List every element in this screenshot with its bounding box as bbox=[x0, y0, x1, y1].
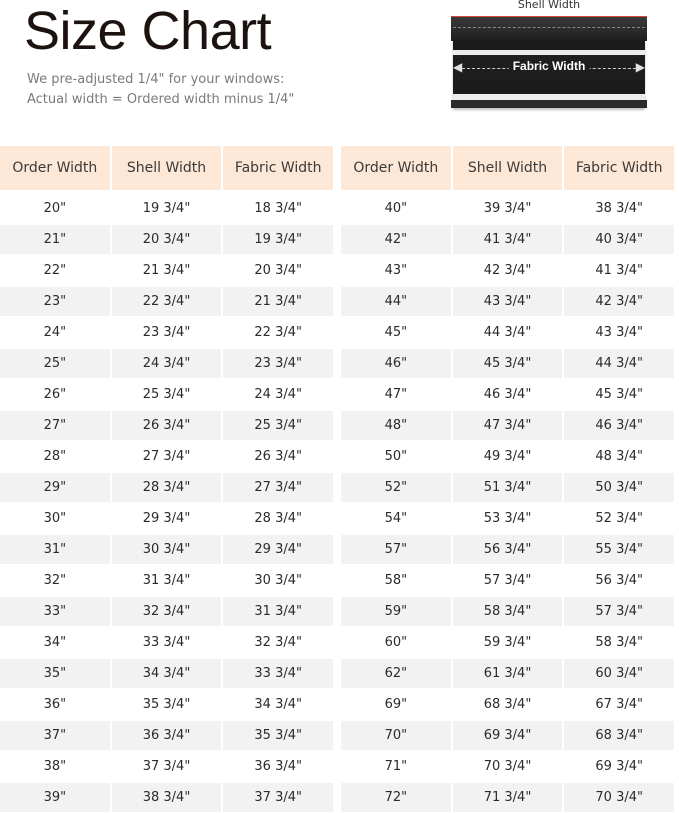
shell-width-cell: 24 3/4" bbox=[110, 349, 222, 378]
order-width-cell: 72" bbox=[341, 783, 451, 812]
table-row bbox=[341, 411, 674, 440]
order-width-cell: 60" bbox=[384, 635, 408, 650]
shell-width-cell: 30 3/4" bbox=[110, 535, 222, 564]
order-width-cell: 44" bbox=[341, 287, 451, 316]
fabric-width-cell: 22 3/4" bbox=[221, 318, 333, 347]
order-width-cell: 40" bbox=[384, 201, 408, 216]
shell-width-cell: 71 3/4" bbox=[451, 783, 563, 812]
shell-width-cell: 36 3/4" bbox=[110, 721, 222, 750]
fabric-width-cell: 69 3/4" bbox=[562, 752, 674, 781]
order-width-cell: 38" bbox=[43, 759, 67, 774]
shell-width-cell: 61 3/4" bbox=[451, 659, 563, 688]
fabric-width-cell: 55 3/4" bbox=[562, 535, 674, 564]
table-row bbox=[341, 659, 674, 688]
order-width-cell: 30" bbox=[43, 511, 67, 526]
order-width-cell: 25" bbox=[0, 349, 110, 378]
order-width-cell: 71" bbox=[384, 759, 408, 774]
fabric-width-cell: 32 3/4" bbox=[221, 628, 333, 657]
order-width-cell: 20" bbox=[43, 201, 67, 216]
table-row bbox=[341, 535, 674, 564]
fabric-width-cell: 42 3/4" bbox=[562, 287, 674, 316]
order-width-cell: 32" bbox=[43, 573, 67, 588]
table-row bbox=[0, 473, 333, 502]
fabric-width-cell: 56 3/4" bbox=[562, 566, 674, 595]
table-row bbox=[341, 628, 674, 657]
shell-width-cell: 70 3/4" bbox=[451, 752, 563, 781]
table-row bbox=[341, 225, 674, 254]
fabric-width-cell: 50 3/4" bbox=[562, 473, 674, 502]
fabric-width-cell: 20 3/4" bbox=[221, 256, 333, 285]
shell-width-cell: 45 3/4" bbox=[451, 349, 563, 378]
table-row bbox=[341, 349, 674, 378]
shell-width-cell: 59 3/4" bbox=[451, 628, 563, 657]
fabric-width-cell: 18 3/4" bbox=[221, 194, 333, 223]
table-row bbox=[0, 256, 333, 285]
fabric-width-cell: 27 3/4" bbox=[221, 473, 333, 502]
fabric-width-cell: 44 3/4" bbox=[562, 349, 674, 378]
arrow-right-icon: ▶ bbox=[635, 60, 645, 74]
shell-width-cell: 32 3/4" bbox=[110, 597, 222, 626]
shell-width-cell: 44 3/4" bbox=[451, 318, 563, 347]
order-width-cell: 43" bbox=[384, 263, 408, 278]
table-row bbox=[341, 287, 674, 316]
fabric-width-cell: 37 3/4" bbox=[221, 783, 333, 812]
shell-width-cell: 19 3/4" bbox=[110, 194, 222, 223]
shell-width-cell: 56 3/4" bbox=[451, 535, 563, 564]
table-header bbox=[341, 146, 674, 190]
table-row bbox=[341, 783, 674, 812]
fabric-width-cell: 21 3/4" bbox=[221, 287, 333, 316]
order-width-cell: 57" bbox=[341, 535, 451, 564]
order-width-cell: 31" bbox=[0, 535, 110, 564]
order-width-cell: 34" bbox=[43, 635, 67, 650]
shell-width-cell: 26 3/4" bbox=[110, 411, 222, 440]
fabric-width-cell: 46 3/4" bbox=[562, 411, 674, 440]
size-table-right bbox=[341, 146, 674, 812]
fabric-width-cell: 40 3/4" bbox=[562, 225, 674, 254]
table-row bbox=[341, 256, 674, 285]
fabric-width-cell: 34 3/4" bbox=[221, 690, 333, 719]
header-order-width: Order Width bbox=[353, 160, 439, 176]
order-width-cell: 58" bbox=[384, 573, 408, 588]
fabric-width-cell: 41 3/4" bbox=[562, 256, 674, 285]
order-width-cell: 21" bbox=[0, 225, 110, 254]
order-width-cell: 23" bbox=[0, 287, 110, 316]
shell-width-cell: 21 3/4" bbox=[110, 256, 222, 285]
fabric-width-cell: 57 3/4" bbox=[562, 597, 674, 626]
table-row bbox=[341, 504, 674, 533]
table-row bbox=[0, 690, 333, 719]
order-width-cell: 26" bbox=[43, 387, 67, 402]
table-row bbox=[0, 783, 333, 812]
table-row bbox=[0, 380, 333, 409]
arrow-left-icon: ◀ bbox=[453, 60, 463, 74]
order-width-cell: 70" bbox=[341, 721, 451, 750]
order-width-cell: 33" bbox=[0, 597, 110, 626]
fabric-width-cell: 19 3/4" bbox=[221, 225, 333, 254]
table-row bbox=[0, 194, 333, 223]
fabric-width-cell: 28 3/4" bbox=[221, 504, 333, 533]
table-row bbox=[0, 535, 333, 564]
shell-width-arrow bbox=[453, 27, 645, 28]
table-row bbox=[0, 752, 333, 781]
order-width-cell: 50" bbox=[384, 449, 408, 464]
fabric-width-cell: 43 3/4" bbox=[562, 318, 674, 347]
table-row bbox=[341, 752, 674, 781]
headrail bbox=[451, 16, 647, 41]
fabric-width-cell: 33 3/4" bbox=[221, 659, 333, 688]
order-width-cell: 42" bbox=[341, 225, 451, 254]
fabric-width-cell: 52 3/4" bbox=[562, 504, 674, 533]
shell-width-cell: 47 3/4" bbox=[451, 411, 563, 440]
table-row bbox=[341, 566, 674, 595]
subtitle-line-2: Actual width = Ordered width minus 1/4" bbox=[27, 92, 295, 107]
fabric-width-cell: 29 3/4" bbox=[221, 535, 333, 564]
shell-width-cell: 33 3/4" bbox=[110, 628, 222, 657]
subtitle bbox=[27, 70, 294, 110]
order-width-cell: 62" bbox=[341, 659, 451, 688]
order-width-cell: 28" bbox=[43, 449, 67, 464]
fabric-width-cell: 60 3/4" bbox=[562, 659, 674, 688]
order-width-cell: 22" bbox=[43, 263, 67, 278]
table-row bbox=[0, 442, 333, 471]
fabric-width-cell: 24 3/4" bbox=[221, 380, 333, 409]
header-shell-width: Shell Width bbox=[451, 146, 563, 190]
table-header bbox=[0, 146, 333, 190]
fabric-width-cell: 38 3/4" bbox=[562, 194, 674, 223]
order-width-cell: 47" bbox=[384, 387, 408, 402]
shell-width-cell: 43 3/4" bbox=[451, 287, 563, 316]
shell-width-caption: Shell Width bbox=[517, 0, 581, 11]
shell-width-cell: 69 3/4" bbox=[451, 721, 563, 750]
fabric-width-cell: 67 3/4" bbox=[562, 690, 674, 719]
shell-width-cell: 53 3/4" bbox=[451, 504, 563, 533]
fabric-width-cell: 35 3/4" bbox=[221, 721, 333, 750]
shell-width-cell: 46 3/4" bbox=[451, 380, 563, 409]
header-order-width: Order Width bbox=[12, 160, 98, 176]
fabric-width-cell: 58 3/4" bbox=[562, 628, 674, 657]
header-shell-width: Shell Width bbox=[110, 146, 222, 190]
shell-width-cell: 49 3/4" bbox=[451, 442, 563, 471]
order-width-cell: 35" bbox=[0, 659, 110, 688]
order-width-cell: 46" bbox=[341, 349, 451, 378]
order-width-cell: 27" bbox=[0, 411, 110, 440]
page-title: Size Chart bbox=[24, 1, 272, 61]
table-row bbox=[0, 411, 333, 440]
table-row bbox=[341, 597, 674, 626]
order-width-cell: 52" bbox=[341, 473, 451, 502]
table-row bbox=[0, 659, 333, 688]
order-width-cell: 69" bbox=[384, 697, 408, 712]
shell-width-cell: 34 3/4" bbox=[110, 659, 222, 688]
shell-width-cell: 27 3/4" bbox=[110, 442, 222, 471]
table-row bbox=[341, 318, 674, 347]
bottom-rail bbox=[451, 100, 647, 108]
shell-width-cell: 38 3/4" bbox=[110, 783, 222, 812]
order-width-cell: 39" bbox=[0, 783, 110, 812]
table-row bbox=[0, 318, 333, 347]
fabric-width-cell: 30 3/4" bbox=[221, 566, 333, 595]
table-row bbox=[0, 721, 333, 750]
table-row bbox=[0, 287, 333, 316]
table-row bbox=[0, 566, 333, 595]
size-table-left bbox=[0, 146, 333, 812]
table-row bbox=[341, 194, 674, 223]
subtitle-line-1: We pre-adjusted 1/4" for your windows: bbox=[27, 72, 285, 87]
table-row bbox=[341, 442, 674, 471]
fabric-width-caption: Fabric Width bbox=[509, 59, 590, 73]
shell-width-cell: 37 3/4" bbox=[110, 752, 222, 781]
fabric-width-cell: 36 3/4" bbox=[221, 752, 333, 781]
table-row bbox=[0, 225, 333, 254]
order-width-cell: 59" bbox=[341, 597, 451, 626]
shell-width-cell: 39 3/4" bbox=[451, 194, 563, 223]
order-width-cell: 48" bbox=[341, 411, 451, 440]
fabric-width-cell: 25 3/4" bbox=[221, 411, 333, 440]
header-fabric-width: Fabric Width bbox=[562, 146, 674, 190]
table-row bbox=[0, 349, 333, 378]
shell-width-cell: 23 3/4" bbox=[110, 318, 222, 347]
order-width-cell: 29" bbox=[0, 473, 110, 502]
shell-width-cell: 41 3/4" bbox=[451, 225, 563, 254]
shell-width-cell: 20 3/4" bbox=[110, 225, 222, 254]
header-fabric-width: Fabric Width bbox=[221, 146, 333, 190]
order-width-cell: 54" bbox=[384, 511, 408, 526]
shell-width-cell: 28 3/4" bbox=[110, 473, 222, 502]
fabric-width-cell: 48 3/4" bbox=[562, 442, 674, 471]
shade-diagram bbox=[449, 0, 649, 110]
shell-width-cell: 42 3/4" bbox=[451, 256, 563, 285]
order-width-cell: 36" bbox=[43, 697, 67, 712]
table-row bbox=[0, 628, 333, 657]
fabric-width-cell: 26 3/4" bbox=[221, 442, 333, 471]
fabric-width-cell: 45 3/4" bbox=[562, 380, 674, 409]
table-row bbox=[341, 721, 674, 750]
table-row bbox=[341, 380, 674, 409]
shell-width-cell: 25 3/4" bbox=[110, 380, 222, 409]
fabric-width-cell: 70 3/4" bbox=[562, 783, 674, 812]
shell-width-cell: 57 3/4" bbox=[451, 566, 563, 595]
fabric-width-cell: 23 3/4" bbox=[221, 349, 333, 378]
table-row bbox=[341, 473, 674, 502]
shell-width-cell: 31 3/4" bbox=[110, 566, 222, 595]
order-width-cell: 45" bbox=[384, 325, 408, 340]
shell-width-cell: 35 3/4" bbox=[110, 690, 222, 719]
table-row bbox=[341, 690, 674, 719]
shell-width-cell: 51 3/4" bbox=[451, 473, 563, 502]
fabric-width-cell: 68 3/4" bbox=[562, 721, 674, 750]
shell-width-cell: 58 3/4" bbox=[451, 597, 563, 626]
fabric-width-cell: 31 3/4" bbox=[221, 597, 333, 626]
shell-width-cell: 68 3/4" bbox=[451, 690, 563, 719]
table-row bbox=[0, 504, 333, 533]
order-width-cell: 37" bbox=[0, 721, 110, 750]
shell-width-cell: 22 3/4" bbox=[110, 287, 222, 316]
order-width-cell: 24" bbox=[43, 325, 67, 340]
table-row bbox=[0, 597, 333, 626]
shell-width-cell: 29 3/4" bbox=[110, 504, 222, 533]
